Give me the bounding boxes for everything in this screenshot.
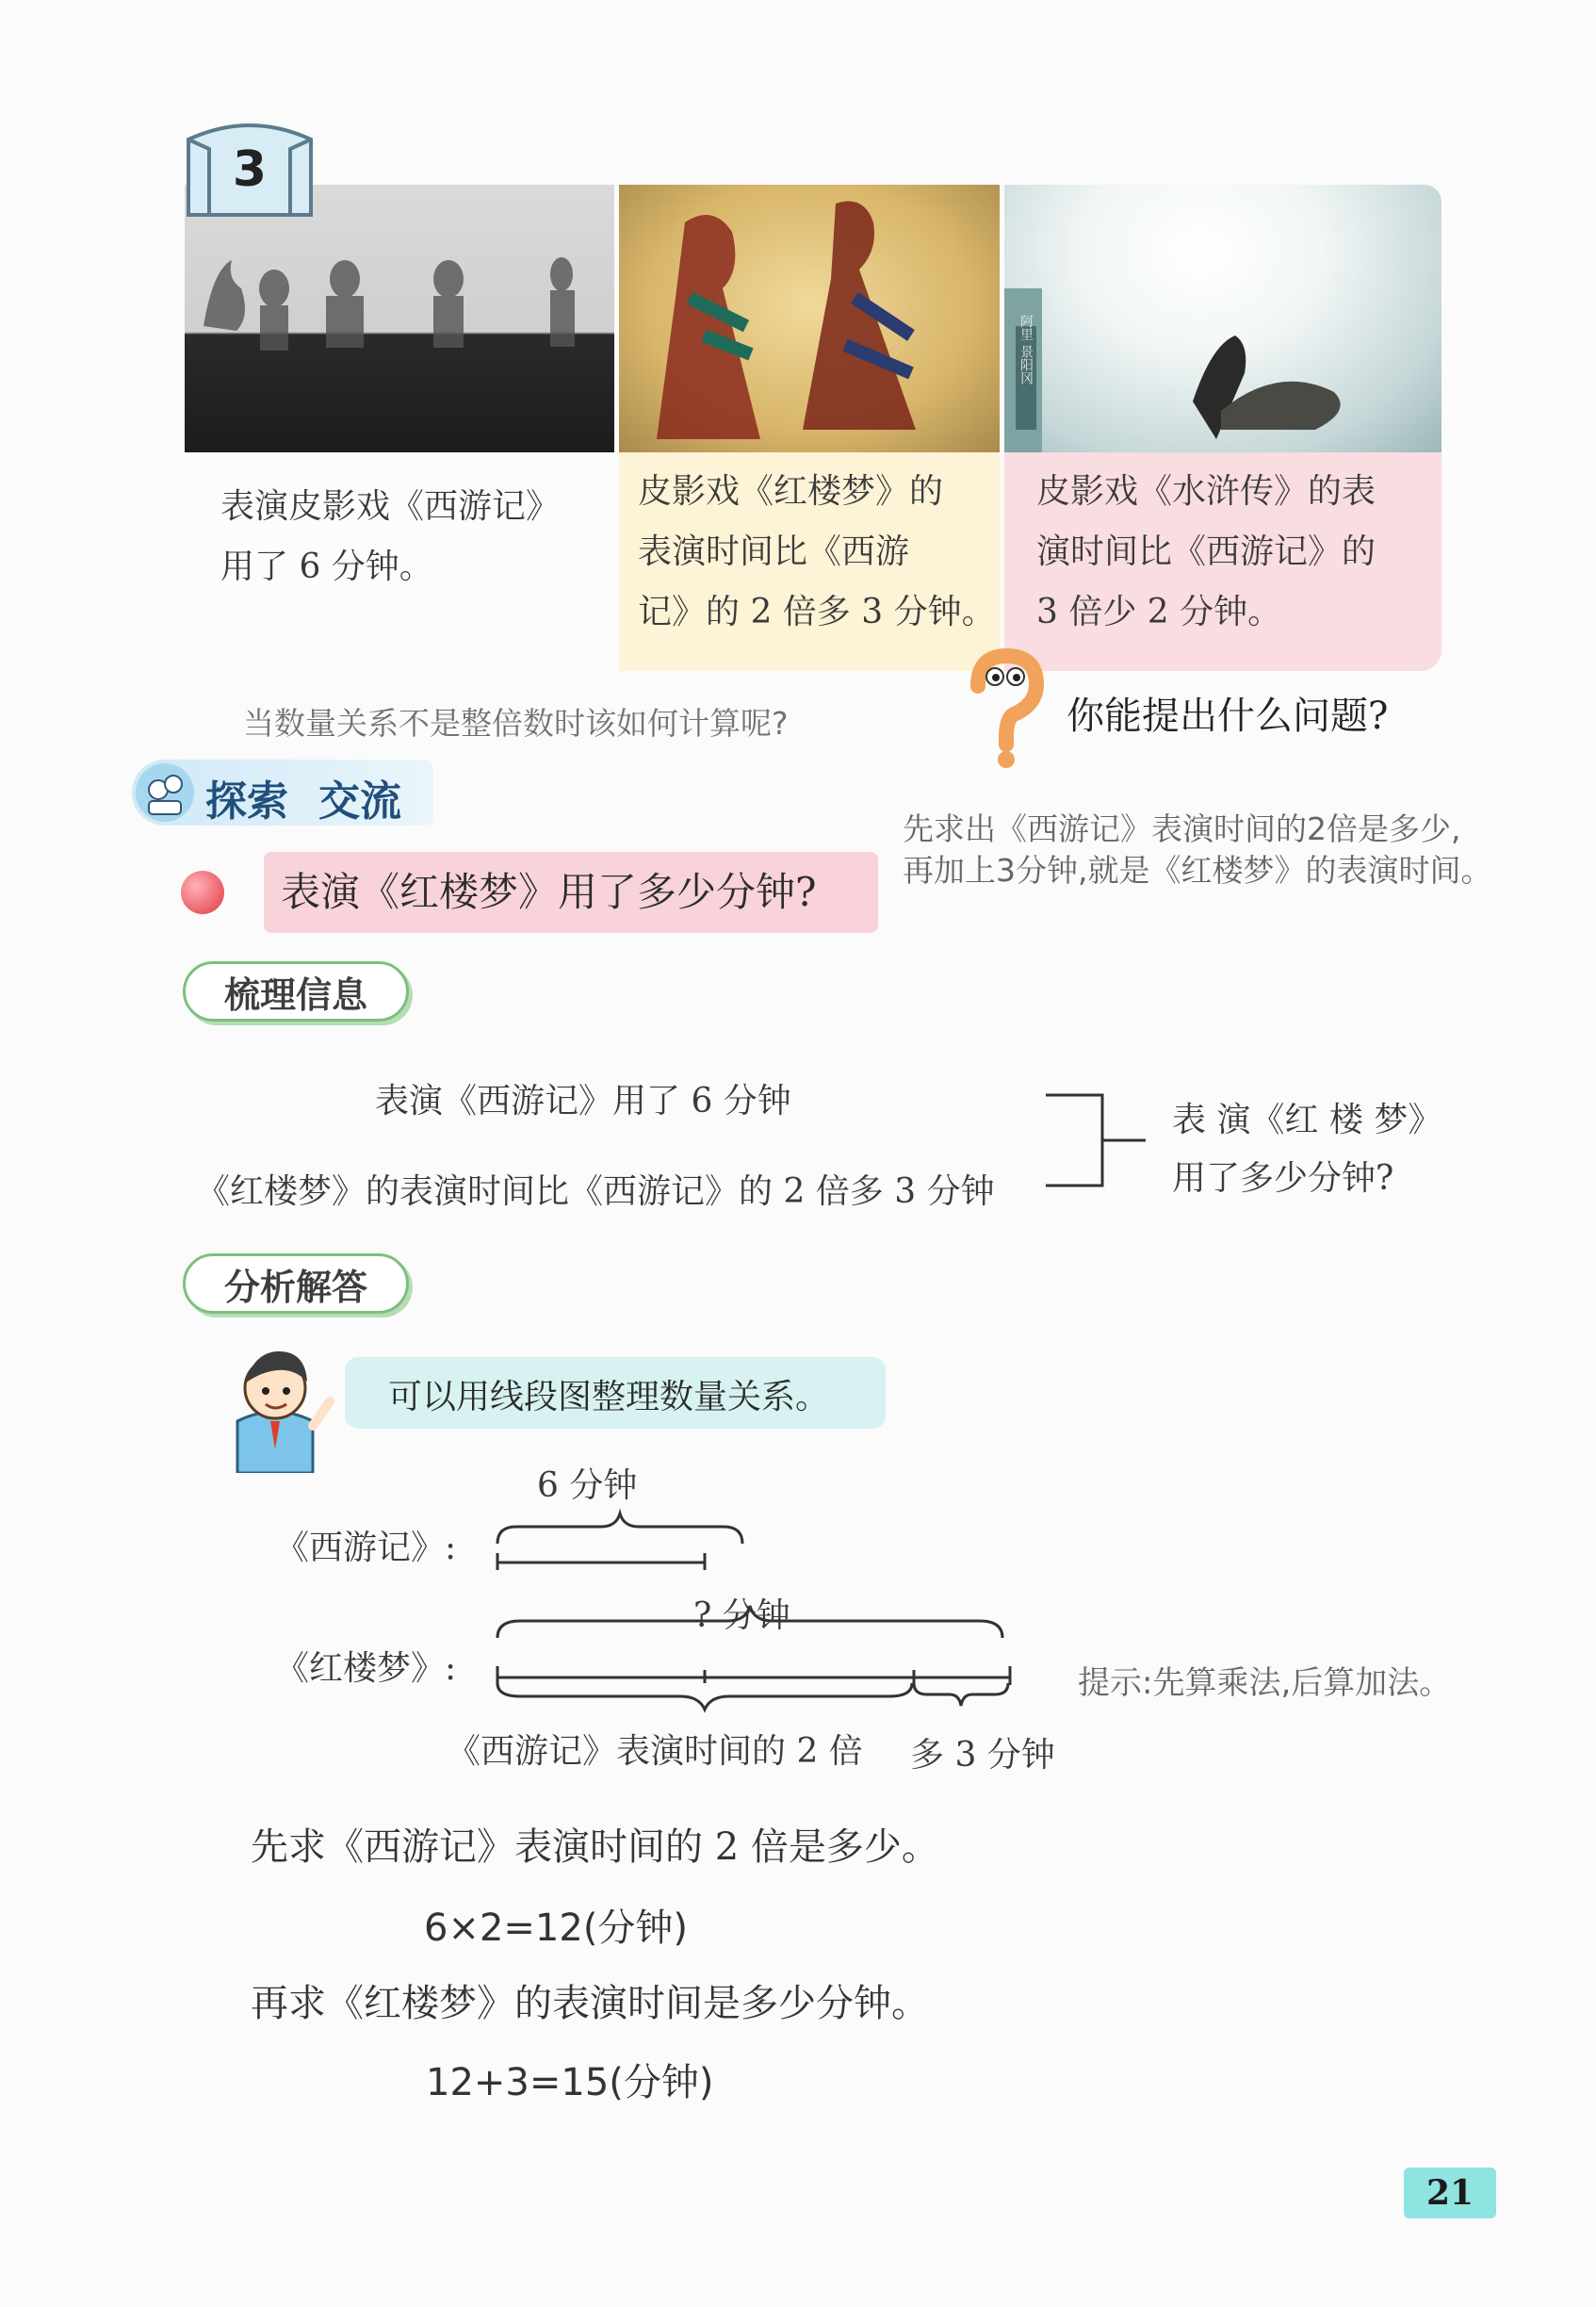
line-segment-diagram [490,1508,1036,1734]
organize-info-pill: 梳理信息 [183,961,409,1022]
photo-journey-to-the-west [185,185,614,452]
problem-number-badge [179,121,320,224]
explanation-line: 再加上3分钟,就是《红楼梦》的表演时间。 [903,852,1492,889]
question-mark-mascot-icon [961,648,1046,771]
honglou-brace [497,1606,1002,1638]
exchange-label: 交流 [318,777,401,826]
solution-calc-2: 12+3=15(分钟) [426,2061,714,2104]
double-brace [497,1683,912,1710]
plus-three-brace [914,1683,1008,1706]
main-question: 表演《红楼梦》用了多少分钟? [264,852,878,933]
caption-journey [185,452,614,671]
shadow-puppets-figures [185,185,614,452]
result-line: 用了多少分钟? [1172,1159,1394,1198]
bracket-connector [1044,1091,1148,1191]
shadow-puppets-couple [619,185,1000,452]
xiyouji-label: 《西游记》: [275,1529,457,1567]
question-prompt: 你能提出什么问题? [1067,695,1389,738]
caption-line: 记》的 2 倍多 3 分钟。 [638,593,996,631]
honglou-value: ? 分钟 [693,1596,790,1635]
photo-water-margin [1004,185,1441,452]
boy-avatar [219,1346,341,1473]
explanation-right [903,809,1492,892]
caption-red-mansions [619,452,1000,671]
solution-step-1: 先求《西游记》表演时间的 2 倍是多少。 [251,1825,939,1869]
caption-line: 皮影戏《红楼梦》的 [638,472,944,511]
shadow-puppets-tiger-fight [1004,185,1441,452]
bottom-label-double: 《西游记》表演时间的 2 倍 [447,1732,863,1771]
problem-number: 3 [232,141,268,198]
svg-text:阿里 景阳冈: 阿里 景阳冈 [1018,314,1034,385]
caption-line: 表演皮影戏《西游记》 [220,487,561,526]
xiyouji-brace [497,1513,742,1544]
caption-line: 表演时间比《西游 [638,532,910,571]
bottom-label-plus: 多 3 分钟 [910,1736,1055,1775]
analyze-pill: 分析解答 [183,1253,409,1314]
result-line: 表 演《红 楼 梦》 [1172,1101,1442,1139]
explanation-line: 先求出《西游记》表演时间的2倍是多少, [903,810,1461,847]
info-result [1172,1091,1441,1208]
page-number: 21 [1404,2168,1496,2218]
info-line-1: 表演《西游记》用了 6 分钟 [375,1082,791,1121]
info-line-2: 《红楼梦》的表演时间比《西游记》的 2 倍多 3 分钟 [196,1172,995,1211]
red-ball-icon [181,871,224,914]
hint-top: 当数量关系不是整倍数时该如何计算呢? [243,705,789,742]
caption-line: 3 倍少 2 分钟。 [1036,593,1282,631]
tip-text: 提示:先算乘法,后算加法。 [1078,1664,1452,1702]
solution-calc-1: 6×2=12(分钟) [424,1906,689,1950]
caption-line: 用了 6 分钟。 [220,548,433,586]
caption-water-margin [1004,452,1441,671]
caption-line: 演时间比《西游记》的 [1036,532,1376,571]
caption-line: 皮影戏《水浒传》的表 [1036,472,1376,511]
photo-dream-of-red-mansions [619,185,1000,452]
speech-text: 可以用线段图整理数量关系。 [388,1378,830,1416]
kids-icon [136,763,194,822]
explore-header [132,760,433,826]
solution-step-2: 再求《红楼梦》的表演时间是多少分钟。 [251,1982,929,2025]
honglou-label: 《红楼梦》: [275,1649,457,1688]
explore-label: 探索 [205,777,288,826]
speech-bubble [345,1357,886,1429]
xiyouji-value: 6 分钟 [537,1466,638,1505]
